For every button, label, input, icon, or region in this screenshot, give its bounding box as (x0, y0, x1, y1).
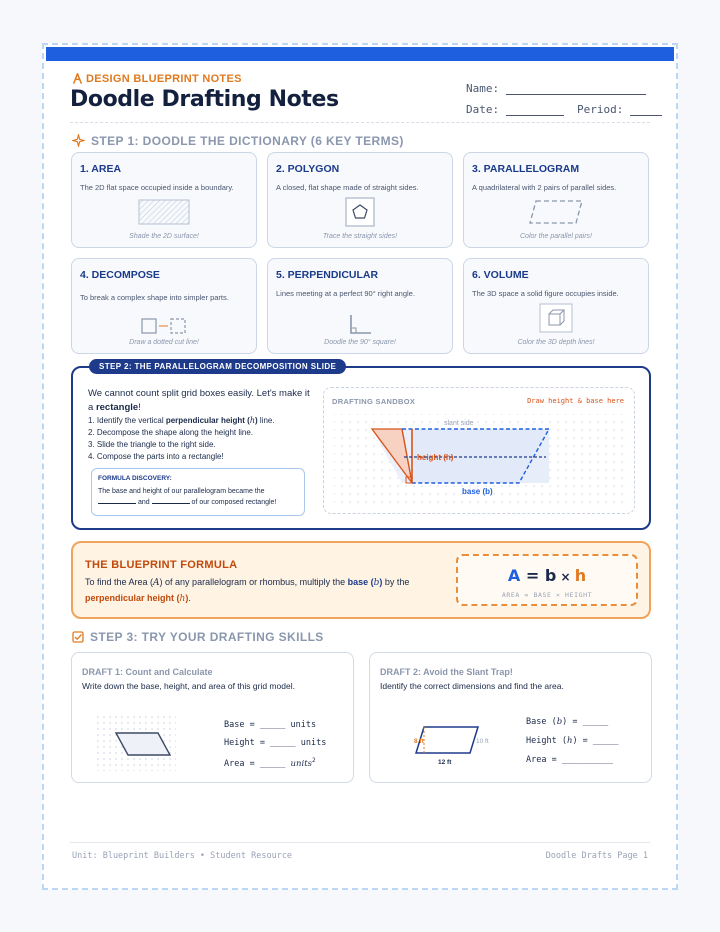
top-accent-bar (46, 47, 674, 61)
blueprint-formula-section (71, 541, 651, 619)
draft1-answers (224, 717, 326, 773)
draft2-description: Identify the correct dimensions and find the area. (380, 681, 564, 691)
term-definition: Lines meeting at a perfect 90° right angle. (276, 289, 415, 298)
step2-instructions (88, 415, 318, 463)
instruction-4: 4. Compose the parts into a rectangle! (88, 452, 224, 461)
draft2-area[interactable]: Area = __________ (526, 755, 613, 765)
sandbox-hint: Draw height & base here (527, 397, 624, 405)
formula-equation: A = b × h (507, 566, 587, 585)
cube-icon (464, 303, 648, 333)
instruction-2: 2. Decompose the shape along the height line. (88, 428, 254, 437)
draft1-description: Write down the base, height, and area of this grid model. (82, 681, 295, 691)
slant-trap-diagram (408, 719, 508, 769)
grid-parallelogram-diagram (96, 715, 176, 771)
step3-heading: STEP 3: TRY YOUR DRAFTING SKILLS (72, 630, 324, 644)
header-divider (70, 122, 650, 123)
term-card-decompose (71, 258, 257, 354)
footer-left: Unit: Blueprint Builders • Student Resource (72, 851, 293, 861)
discovery-blank-1[interactable] (98, 497, 136, 504)
dimension-base: 12 ft (438, 759, 452, 766)
period-field[interactable] (630, 105, 662, 116)
discovery-blank-2[interactable] (152, 497, 190, 504)
right-angle-icon (268, 309, 452, 339)
formula-text: To find the Area (A) of any parallelogram or rhombus, multiply the base (b) by the perpendicular height (h). (85, 577, 410, 604)
compass-icon (72, 73, 83, 84)
sparkle-icon (72, 134, 85, 147)
page-title: Doodle Drafting Notes (70, 87, 339, 112)
decomposition-diagram (324, 388, 636, 515)
instruction-3: 3. Slide the triangle to the right side. (88, 440, 216, 449)
term-title: 4. DECOMPOSE (80, 269, 160, 281)
draft1-area[interactable]: Area = _____ units$^2$ (224, 757, 316, 769)
parallelogram-icon (464, 197, 648, 227)
term-definition: The 2D flat space occupied inside a boundary. (80, 183, 234, 192)
term-caption: Trace the straight sides! (322, 233, 398, 240)
name-field[interactable] (506, 84, 646, 95)
height-label: height (h) (417, 453, 454, 462)
term-title: 3. PARALLELOGRAM (472, 163, 580, 175)
step2-intro: We cannot count split grid boxes easily. Let's make it a rectangle! (88, 388, 310, 413)
header-kicker: DESIGN BLUEPRINT NOTES (72, 73, 242, 85)
drafting-sandbox[interactable] (323, 387, 635, 514)
pentagon-icon (268, 197, 452, 227)
instruction-1: 1. Identify the vertical perpendicular height (h) line. (88, 416, 275, 425)
term-caption: Draw a dotted cut line! (129, 339, 199, 346)
term-title: 1. AREA (80, 163, 122, 175)
worksheet-page (42, 43, 678, 890)
checkbox-icon (72, 631, 84, 643)
split-squares-icon (72, 311, 256, 341)
draft1-base[interactable]: Base = _____ units (224, 720, 317, 730)
period-label: Period: (577, 103, 624, 116)
date-label: Date: (466, 103, 500, 116)
term-caption: Shade the 2D surface! (129, 233, 199, 240)
dimension-slant: 10 ft (476, 738, 489, 745)
term-caption: Color the parallel pairs! (520, 233, 592, 240)
term-definition: To break a complex shape into simpler parts. (80, 293, 229, 302)
draft1-title: DRAFT 1: Count and Calculate (82, 667, 213, 677)
term-card-perpendicular (267, 258, 453, 354)
term-caption: Doodle the 90° square! (324, 339, 396, 346)
footer-divider (70, 842, 650, 843)
draft2-title: DRAFT 2: Avoid the Slant Trap! (380, 667, 513, 677)
term-definition: A quadrilateral with 2 pairs of parallel sides. (472, 183, 617, 192)
dimension-height: 8 ft (414, 738, 424, 745)
term-definition: A closed, flat shape made of straight sides. (276, 183, 419, 192)
footer-right: Doodle Drafts Page 1 (545, 851, 648, 861)
hatched-rectangle-icon (72, 197, 256, 227)
draft1-card (71, 652, 354, 783)
step2-tab: STEP 2: THE PARALLELOGRAM DECOMPOSITION SLIDE (89, 359, 346, 374)
term-card-parallelogram (463, 152, 649, 248)
draft2-base[interactable]: Base (b) = _____ (526, 717, 609, 727)
sandbox-label: DRAFTING SANDBOX (332, 397, 416, 406)
term-card-volume (463, 258, 649, 354)
name-date-block (466, 78, 662, 120)
name-label: Name: (466, 82, 500, 95)
formula-subtitle: AREA = BASE × HEIGHT (501, 591, 593, 599)
draft2-card (369, 652, 652, 783)
term-card-polygon (267, 152, 453, 248)
draft2-answers (526, 713, 619, 770)
formula-discovery-box: FORMULA DISCOVERY: The base and height of our parallelogram became the and of our composed rectangle! (91, 468, 305, 516)
step2-section (71, 362, 651, 530)
draft2-height[interactable]: Height (h) = _____ (526, 736, 619, 746)
slant-side-label: slant side (444, 420, 474, 427)
formula-title: THE BLUEPRINT FORMULA (85, 559, 238, 571)
term-card-area (71, 152, 257, 248)
draft1-height[interactable]: Height = _____ units (224, 737, 327, 748)
formula-equation-box (456, 554, 638, 606)
term-title: 5. PERPENDICULAR (276, 269, 379, 281)
date-field[interactable] (506, 105, 564, 116)
term-title: 6. VOLUME (472, 269, 529, 281)
term-title: 2. POLYGON (276, 163, 340, 175)
term-definition: The 3D space a solid figure occupies inside. (472, 289, 619, 298)
term-caption: Color the 3D depth lines! (517, 339, 595, 346)
step1-heading: STEP 1: DOODLE THE DICTIONARY (6 KEY TERMS) (72, 134, 404, 148)
base-label: base (b) (462, 487, 493, 496)
